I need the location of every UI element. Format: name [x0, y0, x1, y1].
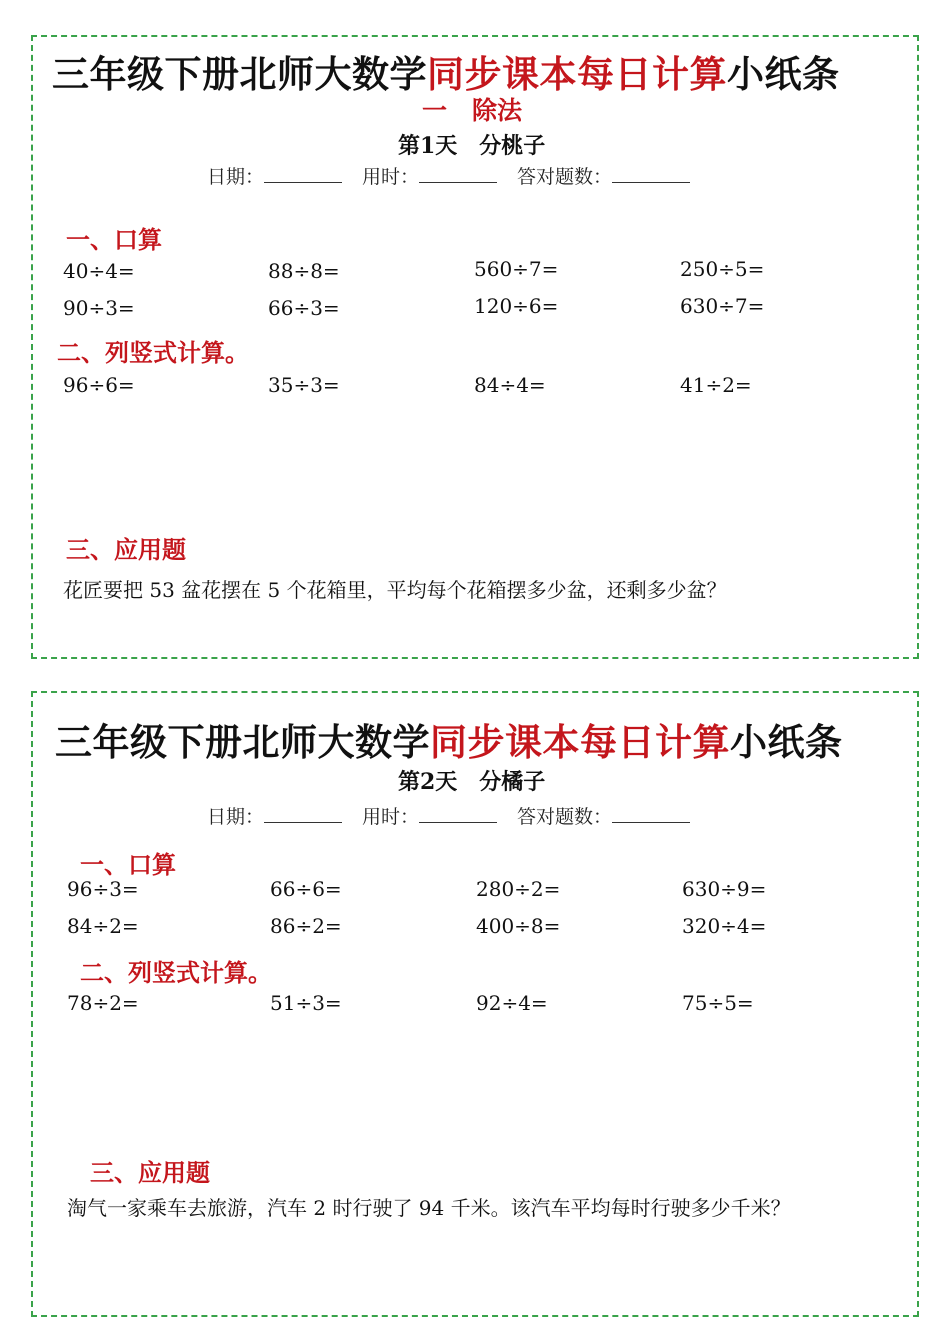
- problem: 120÷6=: [474, 294, 559, 318]
- problem: 560÷7=: [474, 257, 559, 281]
- date-blank[interactable]: [264, 804, 342, 823]
- problem: 88÷8=: [268, 259, 340, 283]
- problem: 78÷2=: [67, 991, 139, 1015]
- worksheet1-section-vertical: 二、列竖式计算。: [57, 338, 249, 367]
- problem: 280÷2=: [476, 877, 561, 901]
- problem: 250÷5=: [680, 257, 765, 281]
- date-blank[interactable]: [264, 164, 342, 183]
- worksheet1-section-oral: 一、口算: [66, 225, 162, 254]
- problem: 630÷9=: [682, 877, 767, 901]
- worksheet1-unit: 一 除法: [422, 96, 523, 125]
- time-blank[interactable]: [419, 164, 497, 183]
- problem: 84÷4=: [474, 373, 546, 397]
- problem: 320÷4=: [682, 914, 767, 938]
- problem: 90÷3=: [63, 296, 135, 320]
- worksheet2-title: 三年级下册北师大数学同步课本每日计算小纸条: [55, 721, 843, 764]
- problem: 51÷3=: [270, 991, 342, 1015]
- problem: 630÷7=: [680, 294, 765, 318]
- problem: 35÷3=: [268, 373, 340, 397]
- correct-count-blank[interactable]: [612, 164, 690, 183]
- problem: 92÷4=: [476, 991, 548, 1015]
- problem: 96÷3=: [67, 877, 139, 901]
- worksheet2-word-problem: 淘气一家乘车去旅游，汽车 2 时行驶了 94 千米。该汽车平均每时行驶多少千米？: [67, 1196, 791, 1220]
- problem: 41÷2=: [680, 373, 752, 397]
- correct-count-blank[interactable]: [612, 804, 690, 823]
- problem: 84÷2=: [67, 914, 139, 938]
- problem: 96÷6=: [63, 373, 135, 397]
- worksheet2-section-oral: 一、口算: [80, 850, 176, 879]
- worksheet2-day-title: 第2天 分橘子: [398, 769, 546, 795]
- worksheet2-section-vertical: 二、列竖式计算。: [80, 958, 272, 987]
- worksheet1-day-title: 第1天 分桃子: [398, 133, 546, 159]
- problem: 400÷8=: [476, 914, 561, 938]
- worksheet1-section-word: 三、应用题: [66, 535, 186, 564]
- problem: 66÷3=: [268, 296, 340, 320]
- problem: 40÷4=: [63, 259, 135, 283]
- time-blank[interactable]: [419, 804, 497, 823]
- problem: 66÷6=: [270, 877, 342, 901]
- worksheet1-word-problem: 花匠要把 53 盆花摆在 5 个花箱里，平均每个花箱摆多少盆，还剩多少盆？: [63, 578, 727, 602]
- worksheet1-meta-fields: 日期： 用时： 答对题数：: [207, 162, 710, 189]
- worksheet2-meta-fields: 日期： 用时： 答对题数：: [207, 802, 710, 829]
- worksheet2-section-word: 三、应用题: [90, 1158, 210, 1187]
- problem: 86÷2=: [270, 914, 342, 938]
- worksheet1-title: 三年级下册北师大数学同步课本每日计算小纸条: [52, 53, 840, 96]
- problem: 75÷5=: [682, 991, 754, 1015]
